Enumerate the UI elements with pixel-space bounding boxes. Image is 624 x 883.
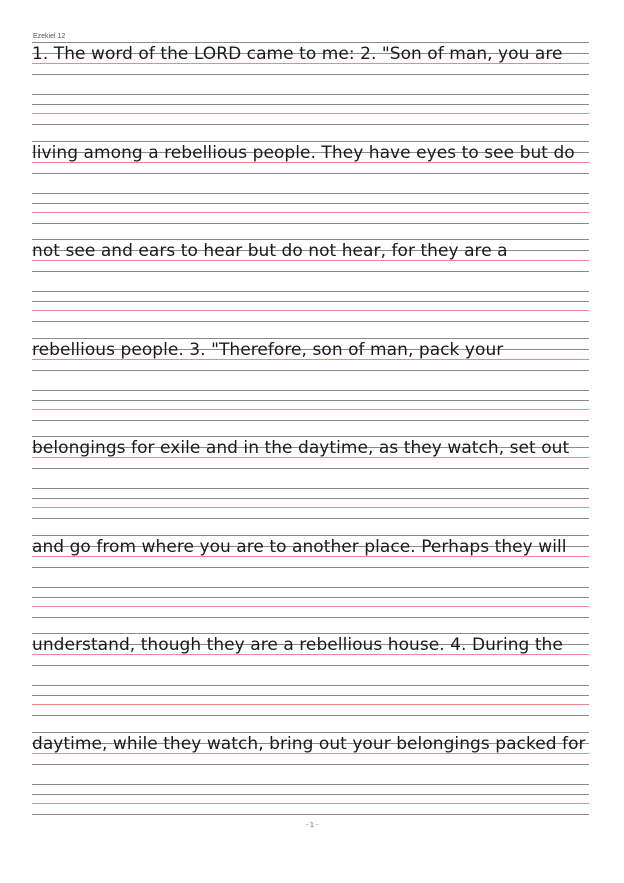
guide-line-gray: [32, 173, 589, 174]
guide-line-gray: [32, 239, 589, 240]
practice-block: [32, 338, 589, 422]
guide-line-gray: [32, 141, 589, 142]
guide-line-gray: [32, 498, 589, 499]
guide-line-gray: [32, 518, 589, 519]
guide-line-red: [32, 803, 589, 804]
guide-line-gray: [32, 633, 589, 634]
guide-line-gray: [32, 732, 589, 733]
verse-text-line: 1. The word of the LORD came to me: 2. "Son of man, you are: [32, 44, 563, 64]
verse-text-line: not see and ears to hear but do not hear, for they are a: [32, 241, 508, 261]
guide-line-gray: [32, 223, 589, 224]
guide-line-gray: [32, 124, 589, 125]
guide-line-gray: [32, 794, 589, 795]
guide-line-gray: [32, 784, 589, 785]
guide-line-gray: [32, 203, 589, 204]
guide-line-red: [32, 409, 589, 410]
guide-line-gray: [32, 420, 589, 421]
guide-line-gray: [32, 695, 589, 696]
page-header-title: Ezekiel 12: [33, 33, 66, 40]
guide-line-gray: [32, 42, 589, 43]
guide-line-gray: [32, 94, 589, 95]
guide-line-gray: [32, 587, 589, 588]
guide-line-gray: [32, 271, 589, 272]
guide-line-gray: [32, 370, 589, 371]
guide-line-red: [32, 113, 589, 114]
guide-line-gray: [32, 436, 589, 437]
guide-line-red: [32, 704, 589, 705]
guide-line-gray: [32, 400, 589, 401]
guide-line-gray: [32, 715, 589, 716]
guide-line-red: [32, 310, 589, 311]
verse-text-line: rebellious people. 3. "Therefore, son of man, pack your: [32, 340, 504, 360]
guide-line-gray: [32, 597, 589, 598]
guide-line-gray: [32, 321, 589, 322]
verse-text-line: living among a rebellious people. They have eyes to see but do: [32, 143, 575, 163]
guide-line-gray: [32, 567, 589, 568]
guide-line-gray: [32, 468, 589, 469]
guide-line-gray: [32, 665, 589, 666]
guide-line-gray: [32, 814, 589, 815]
guide-line-gray: [32, 74, 589, 75]
guide-line-gray: [32, 617, 589, 618]
guide-line-gray: [32, 390, 589, 391]
guide-line-red: [32, 507, 589, 508]
verse-text-line: belongings for exile and in the daytime, as they watch, set out: [32, 438, 570, 458]
practice-block: [32, 141, 589, 225]
verse-text-line: and go from where you are to another place. Perhaps they will: [32, 537, 567, 557]
guide-line-gray: [32, 338, 589, 339]
verse-text-line: understand, though they are a rebellious house. 4. During the: [32, 635, 563, 655]
practice-block: [32, 732, 589, 816]
practice-block: [32, 239, 589, 323]
verse-text-line: daytime, while they watch, bring out your belongings packed for: [32, 734, 586, 754]
guide-line-gray: [32, 104, 589, 105]
guide-line-gray: [32, 193, 589, 194]
guide-line-gray: [32, 301, 589, 302]
guide-line-red: [32, 606, 589, 607]
guide-line-red: [32, 212, 589, 213]
practice-block: [32, 436, 589, 520]
practice-block: [32, 42, 589, 126]
guide-line-gray: [32, 488, 589, 489]
practice-block: [32, 535, 589, 619]
guide-line-gray: [32, 535, 589, 536]
page-number: - 1 -: [305, 822, 319, 829]
guide-line-gray: [32, 685, 589, 686]
guide-line-gray: [32, 764, 589, 765]
guide-line-gray: [32, 291, 589, 292]
practice-block: [32, 633, 589, 717]
